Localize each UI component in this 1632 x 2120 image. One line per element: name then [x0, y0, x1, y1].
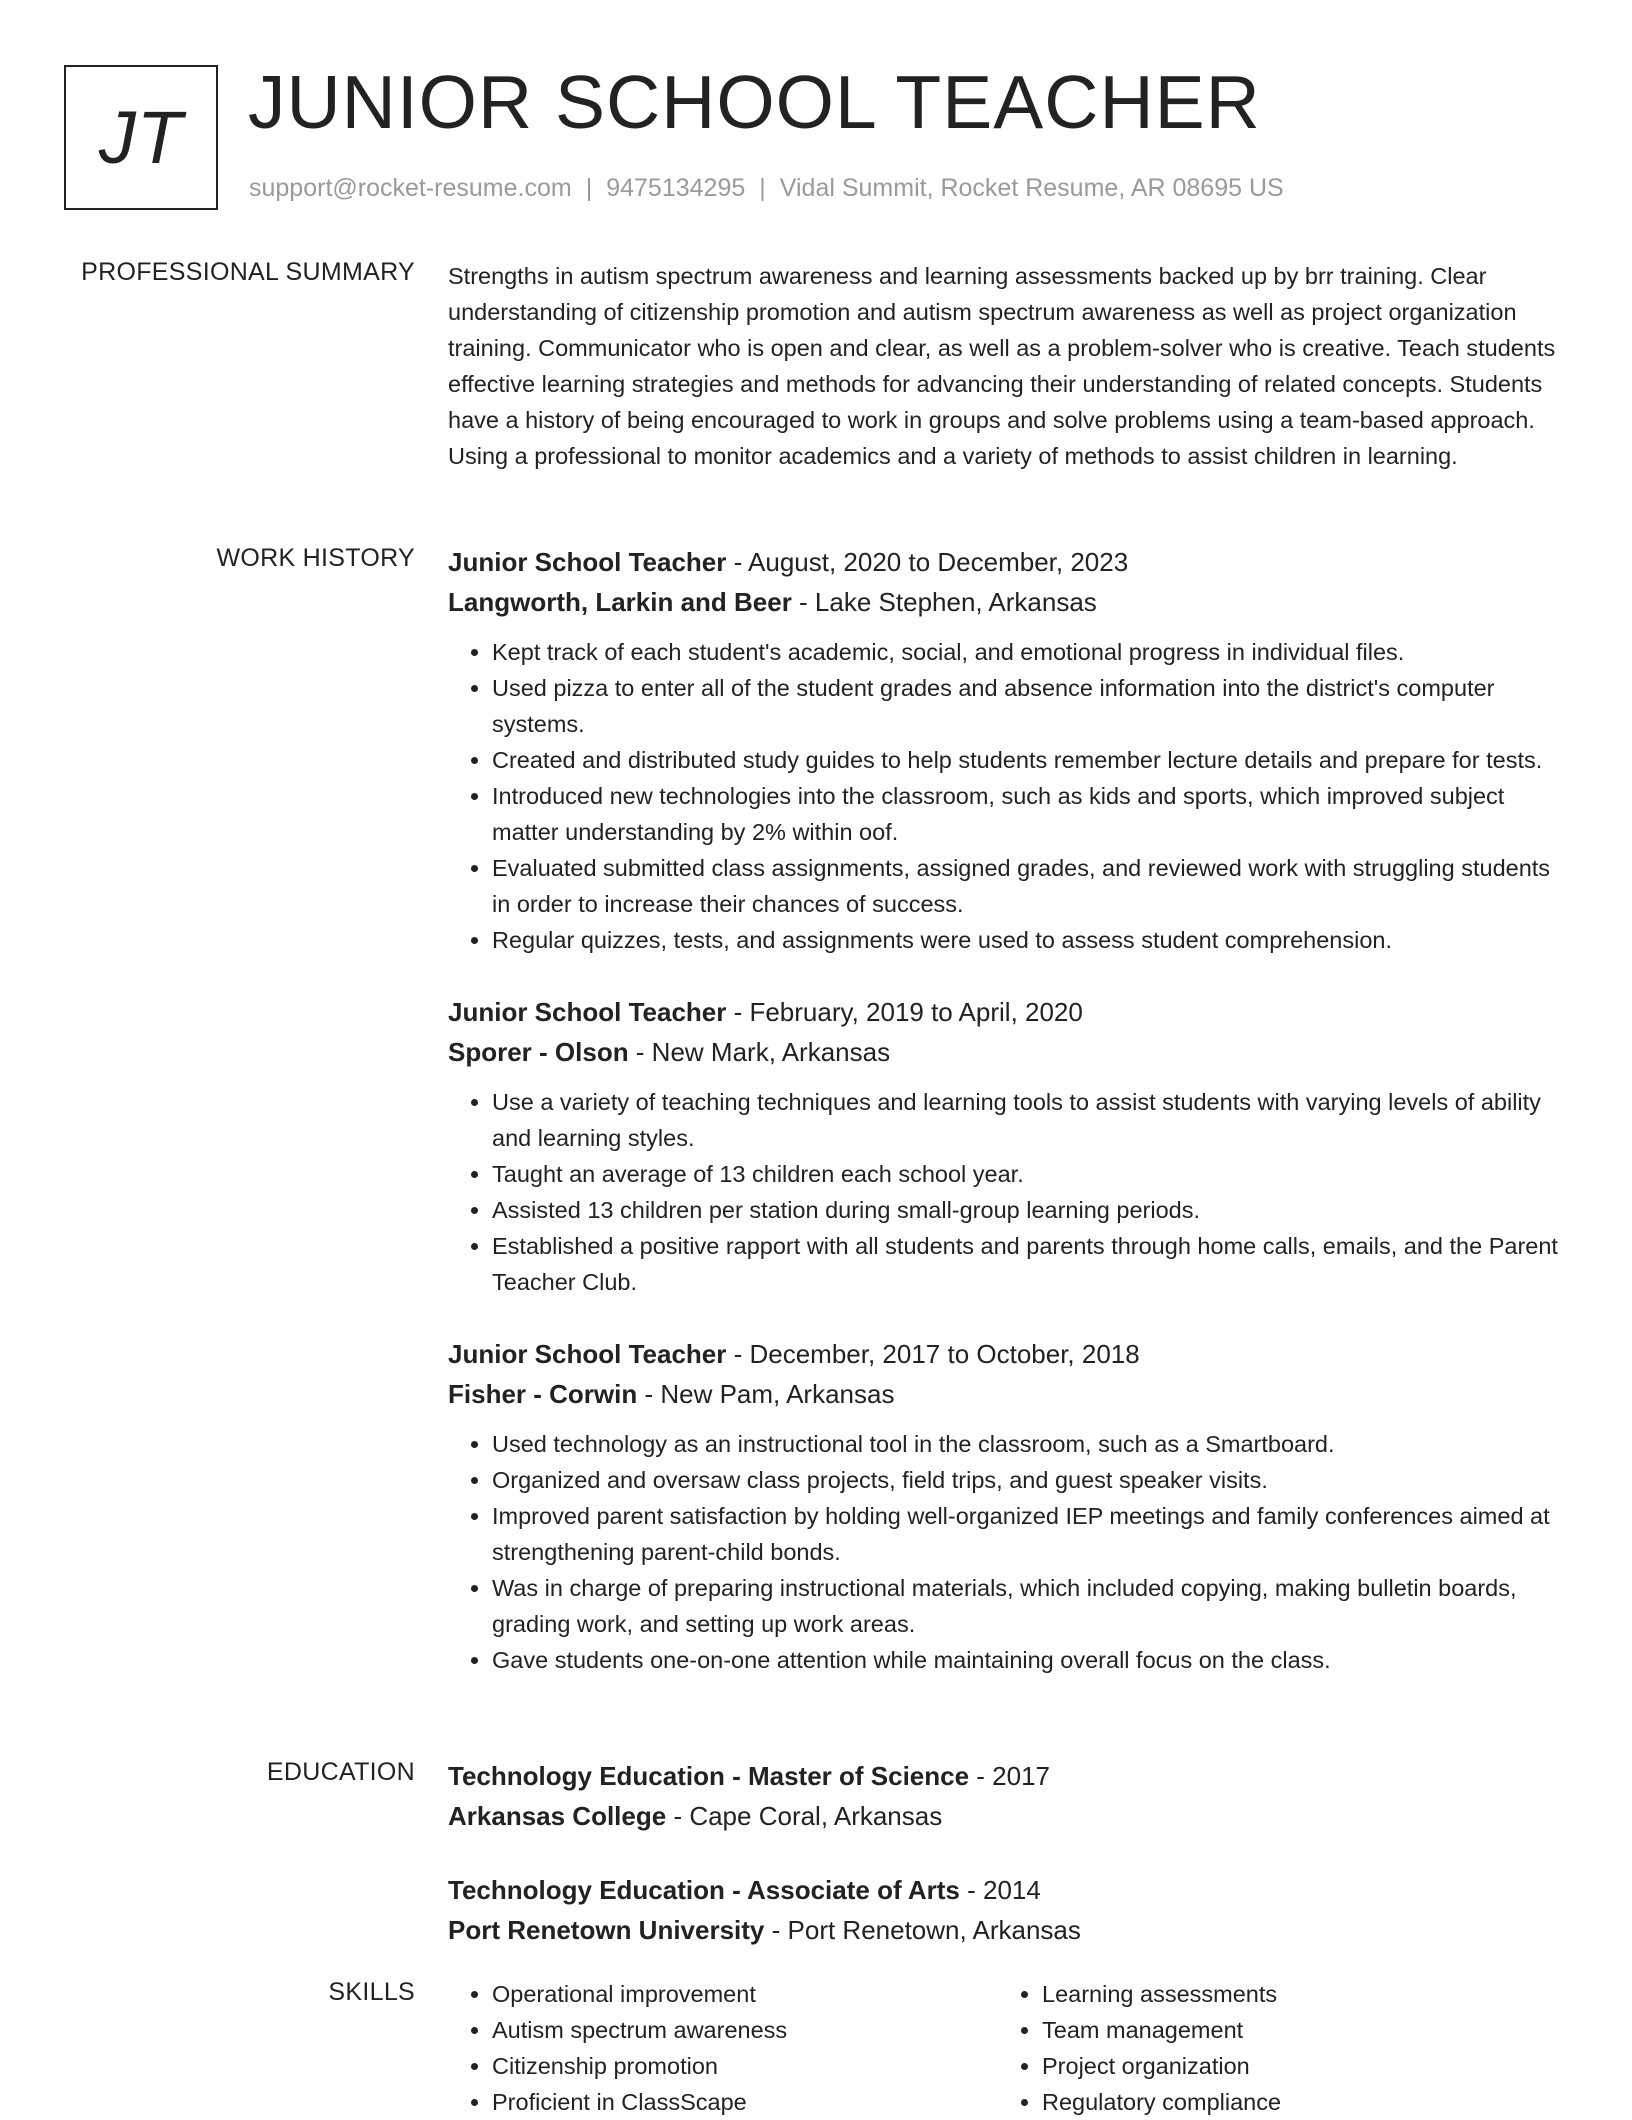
skills-columns — [448, 1976, 1566, 2120]
education-entry — [448, 1870, 1566, 1950]
resume-title: JUNIOR SCHOOL TEACHER — [248, 60, 1261, 144]
company-location: - New Pam, Arkansas — [637, 1379, 895, 1409]
graduation-year: - 2014 — [959, 1875, 1041, 1905]
monogram-logo: JT — [64, 65, 218, 210]
school-location: - Cape Coral, Arkansas — [666, 1801, 943, 1831]
contact-separator: | — [585, 174, 593, 202]
list-item: • Created and distributed study guides to help students remember lecture details and prepare for tests. — [492, 742, 1566, 778]
list-item: • Evaluated submitted class assignments, assigned grades, and reviewed work with struggling students in order to increase their chances of success. — [492, 850, 1566, 922]
company-location: - New Mark, Arkansas — [628, 1037, 891, 1067]
list-item: • Kept track of each student's academic, social, and emotional progress in individual files. — [492, 634, 1566, 670]
list-item: • Introduced new technologies into the classroom, such as kids and sports, which improved subject matter understanding by 2% within oof. — [492, 778, 1566, 850]
school-name: Port Renetown University — [448, 1915, 765, 1945]
list-item: • Improved parent satisfaction by holding well-organized IEP meetings and family conferences aimed at strengthening parent-child bonds. — [492, 1498, 1566, 1570]
summary-heading: PROFESSIONAL SUMMARY — [81, 258, 415, 286]
job-duties — [448, 634, 1566, 958]
job-dates: - December, 2017 to October, 2018 — [726, 1339, 1140, 1369]
job-dates: - February, 2019 to April, 2020 — [726, 997, 1083, 1027]
address: Vidal Summit, Rocket Resume, AR 08695 US — [779, 174, 1284, 202]
list-item: • Used technology as an instructional tool in the classroom, such as a Smartboard. — [492, 1426, 1566, 1462]
summary-text: Strengths in autism spectrum awareness and learning assessments backed up by brr training. Clear understanding of citizenship promotion and autism spectrum awareness as well as project organization training. Communicator who is open and clear, as well as a problem-solver who is creative. Teach students effective learning strategies and methods for advancing their understanding of related concepts. Students have a history of being encouraged to work in groups and solve problems using a team-based approach. Using a professional to monitor academics and a variety of methods to assist children in learning. — [448, 263, 1556, 469]
contact-separator: | — [759, 174, 766, 202]
skill-item: • Team management — [1042, 2012, 1548, 2048]
degree: Technology Education - Associate of Arts — [448, 1875, 960, 1905]
list-item: • Organized and oversaw class projects, field trips, and guest speaker visits. — [492, 1462, 1566, 1498]
phone-number[interactable]: 9475134295 — [606, 174, 746, 202]
company-location: - Lake Stephen, Arkansas — [791, 587, 1097, 617]
skill-item: • Operational improvement — [492, 1976, 998, 2012]
list-item: • Established a positive rapport with all students and parents through home calls, emails, and the Parent Teacher Club. — [492, 1228, 1566, 1300]
job-dates: - August, 2020 to December, 2023 — [726, 547, 1129, 577]
job-duties — [448, 1426, 1566, 1678]
skill-item: • Project organization — [1042, 2048, 1548, 2084]
school-location: - Port Renetown, Arkansas — [764, 1915, 1081, 1945]
contact-line — [249, 174, 1284, 203]
job-title: Junior School Teacher — [448, 997, 727, 1027]
job-title: Junior School Teacher — [448, 547, 727, 577]
skill-item: • Regulatory compliance — [1042, 2084, 1548, 2120]
job-duties — [448, 1084, 1566, 1300]
list-item: • Regular quizzes, tests, and assignments were used to assess student comprehension. — [492, 922, 1566, 958]
skill-item: • Citizenship promotion — [492, 2048, 998, 2084]
job-title: Junior School Teacher — [448, 1339, 727, 1369]
list-item: • Used pizza to enter all of the student grades and absence information into the district's computer systems. — [492, 670, 1566, 742]
skill-item: • Proficient in ClassScape — [492, 2084, 998, 2120]
company-name: Langworth, Larkin and Beer — [448, 587, 792, 617]
school-name: Arkansas College — [448, 1801, 667, 1831]
skills-list-right — [998, 1976, 1548, 2120]
list-item: • Was in charge of preparing instructional materials, which included copying, making bulletin boards, grading work, and setting up work areas. — [492, 1570, 1566, 1642]
education-entry — [448, 1756, 1566, 1836]
company-name: Sporer - Olson — [448, 1037, 629, 1067]
list-item: • Use a variety of teaching techniques and learning tools to assist students with varying levels of ability and learning styles. — [492, 1084, 1566, 1156]
list-item: • Taught an average of 13 children each school year. — [492, 1156, 1566, 1192]
list-item: • Assisted 13 children per station during small-group learning periods. — [492, 1192, 1566, 1228]
job-entry — [448, 992, 1566, 1300]
skills-heading: SKILLS — [328, 1978, 415, 2006]
work-history-heading: WORK HISTORY — [216, 544, 415, 572]
skills-list-left — [448, 1976, 998, 2120]
skill-item: • Autism spectrum awareness — [492, 2012, 998, 2048]
resume-header — [64, 60, 1592, 210]
email-link[interactable]: support@rocket-resume.com — [249, 174, 572, 202]
company-name: Fisher - Corwin — [448, 1379, 638, 1409]
skill-item: • Learning assessments — [1042, 1976, 1548, 2012]
degree: Technology Education - Master of Science — [448, 1761, 970, 1791]
education-heading: EDUCATION — [266, 1758, 415, 1786]
jobs-list — [448, 542, 1566, 1712]
graduation-year: - 2017 — [969, 1761, 1051, 1791]
list-item: • Gave students one-on-one attention while maintaining overall focus on the class. — [492, 1642, 1566, 1678]
job-entry — [448, 1334, 1566, 1678]
job-entry — [448, 542, 1566, 958]
